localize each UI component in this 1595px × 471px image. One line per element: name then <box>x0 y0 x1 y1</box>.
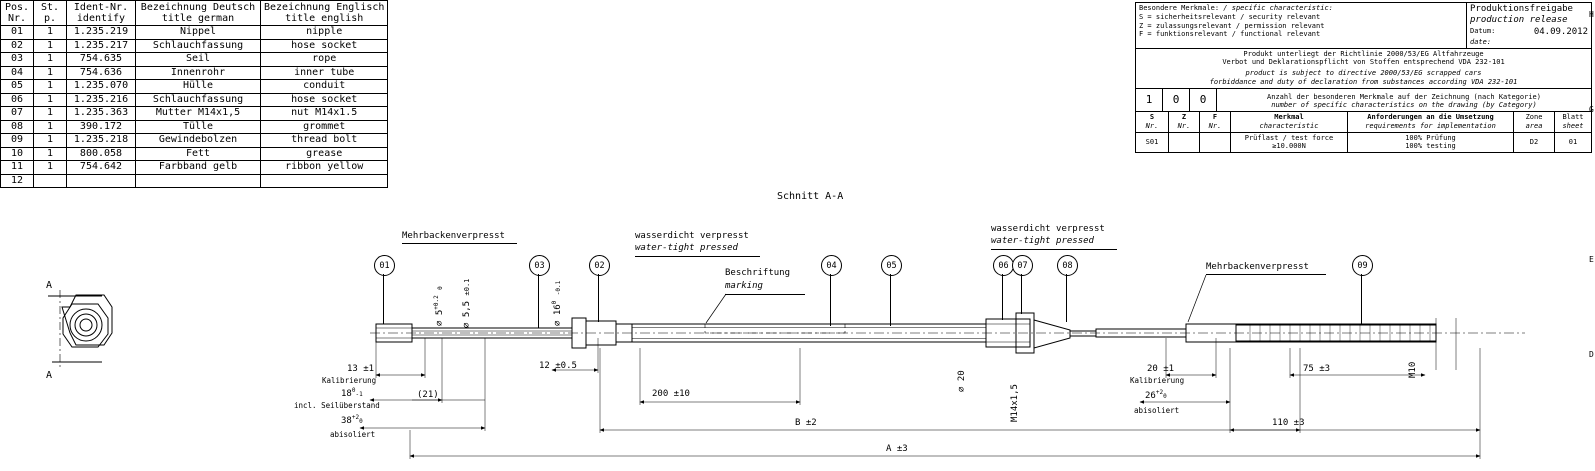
row-ident: 1.235.218 <box>67 134 136 148</box>
dim-200: 200 ±10 <box>652 389 690 399</box>
row-pos: 11 <box>1 161 34 175</box>
leader-01 <box>383 274 384 324</box>
spec-count-row <box>1136 89 1591 113</box>
leader-02 <box>598 274 599 322</box>
row-title-de: Farbband gelb <box>136 161 261 175</box>
row-title-en: grease <box>261 147 388 161</box>
char-row-sheet: 01 <box>1554 133 1591 153</box>
callout-watertight-left-en: water-tight pressed <box>635 243 738 253</box>
row-pos: 05 <box>1 80 34 94</box>
header-ident: Ident-Nr. identify <box>67 1 136 26</box>
row-pos: 08 <box>1 120 34 134</box>
callout-underline-3 <box>725 294 805 295</box>
spec-legend-z: Z = zulassungsrelevant / permission relevant <box>1139 21 1325 30</box>
callout-mehrbackenverpresst-left: Mehrbackenverpresst <box>402 231 505 241</box>
dim-d20: ⌀ 20 <box>957 370 967 392</box>
row-qty: 1 <box>34 107 67 121</box>
assembly-section-graphic <box>370 300 1530 370</box>
row-pos: 06 <box>1 93 34 107</box>
row-title-de: Seil <box>136 53 261 67</box>
row-title-de: Tülle <box>136 120 261 134</box>
border-tick-b: G <box>1589 105 1594 114</box>
dim-75: 75 ±3 <box>1303 364 1331 374</box>
table-row <box>1 161 388 175</box>
spec-char-header-row <box>1136 112 1591 133</box>
char-head-s: S Nr. <box>1145 113 1159 130</box>
char-row-z <box>1168 133 1199 153</box>
row-pos: 01 <box>1 26 34 40</box>
char-row-zone: D2 <box>1513 133 1554 153</box>
leader-09 <box>1361 274 1362 324</box>
dim-B: B ±2 <box>795 418 817 428</box>
table-row <box>1 93 388 107</box>
directive-en-line2: forbiddance and duty of declaration from substances according VDA 232-101 <box>1209 77 1518 86</box>
row-qty: 1 <box>34 93 67 107</box>
row-title-en: thread bolt <box>261 134 388 148</box>
row-ident: 1.235.217 <box>67 39 136 53</box>
dim-d55: ⌀ 5,5 ±0.1 <box>462 278 472 328</box>
row-ident: 754.642 <box>67 161 136 175</box>
row-title-de: Hülle <box>136 80 261 94</box>
row-ident: 1.235.216 <box>67 93 136 107</box>
row-ident: 1.235.070 <box>67 80 136 94</box>
row-pos: 04 <box>1 66 34 80</box>
dim-20: 20 ±1 <box>1147 364 1175 374</box>
row-ident: 800.058 <box>67 147 136 161</box>
border-tick-c: E <box>1589 255 1594 264</box>
row-title-en: nut M14x1.5 <box>261 107 388 121</box>
callout-right-leader <box>1186 274 1210 324</box>
char-head-requirements: Anforderungen an die Umsetzung requirements for implementation <box>1347 112 1513 132</box>
callout-underline-5 <box>1206 274 1326 275</box>
row-title-en: hose socket <box>261 93 388 107</box>
balloon-08: 08 <box>1057 255 1078 276</box>
table-row <box>1 80 388 94</box>
row-title-en: ribbon yellow <box>261 161 388 175</box>
release-title-de: Produktionsfreigabe <box>1470 4 1573 14</box>
dim-110: 110 ±3 <box>1272 418 1305 428</box>
border-tick-a: H <box>1589 10 1594 19</box>
row-pos: 09 <box>1 134 34 148</box>
callout-watertight-left-de: wasserdicht verpresst <box>635 231 749 241</box>
production-release <box>1466 3 1591 48</box>
table-row <box>1 39 388 53</box>
row-title-en: inner tube <box>261 66 388 80</box>
leader-05 <box>890 274 891 326</box>
dim-12: 12 ±0.5 <box>539 361 577 371</box>
row-qty: 1 <box>34 120 67 134</box>
char-head-f: F Nr. <box>1199 112 1230 132</box>
row-title-de: Schlauchfassung <box>136 93 261 107</box>
callout-marking-leader <box>704 293 728 325</box>
balloon-02: 02 <box>589 255 610 276</box>
row-title-en: grommet <box>261 120 388 134</box>
dim-26: 26+20 <box>1145 389 1167 401</box>
table-row <box>1 107 388 121</box>
char-head-z: Z Nr. <box>1168 112 1199 132</box>
header-title-german: Bezeichnung Deutsch title german <box>136 1 261 26</box>
char-head-merkmal: Merkmal characteristic <box>1230 112 1347 132</box>
balloon-07: 07 <box>1012 255 1033 276</box>
callout-watertight-right-de: wasserdicht verpresst <box>991 224 1105 234</box>
char-row-f <box>1199 133 1230 153</box>
row-title-de: Mutter M14x1,5 <box>136 107 261 121</box>
dim-38-note: abisoliert <box>330 430 376 439</box>
callout-marking-de: Beschriftung <box>725 268 791 278</box>
leader-07 <box>1021 274 1022 314</box>
section-marker-top: A <box>46 280 53 291</box>
spec-title-de: Besondere Merkmale: <box>1139 4 1220 12</box>
balloon-03: 03 <box>529 255 550 276</box>
balloon-05: 05 <box>881 255 902 276</box>
row-title-en: hose socket <box>261 39 388 53</box>
header-pos: Pos. Nr. <box>1 1 34 26</box>
dim-13: 13 ±1 <box>347 364 375 374</box>
row-qty: 1 <box>34 26 67 40</box>
row-pos: 10 <box>1 147 34 161</box>
callout-mehrbackenverpresst-right: Mehrbackenverpresst <box>1206 262 1309 272</box>
spec-count-numbers <box>1136 89 1217 112</box>
row-ident: 390.172 <box>67 120 136 134</box>
row-qty: 1 <box>34 147 67 161</box>
table-row <box>1 147 388 161</box>
callout-watertight-right-en: water-tight pressed <box>991 236 1094 246</box>
dim-18-note: incl. Seilüberstand <box>294 401 380 410</box>
row-ident: 754.635 <box>67 53 136 67</box>
spec-legend-row <box>1136 3 1591 49</box>
row-qty: 1 <box>34 53 67 67</box>
row-qty: 1 <box>34 161 67 175</box>
row-qty <box>34 174 67 188</box>
row-title-de: Gewindebolzen <box>136 134 261 148</box>
count-f: 0 <box>1190 89 1217 112</box>
dim-d5: ⌀ 5+0.2 0 <box>433 286 445 326</box>
row-title-de: Schlauchfassung <box>136 39 261 53</box>
callout-marking-en: marking <box>725 281 763 291</box>
border-tick-d: D <box>1589 350 1594 359</box>
char-row-merkmal: Prüflast / test force ≥10.000N <box>1230 133 1347 153</box>
row-title-en: rope <box>261 53 388 67</box>
header-title-english: Bezeichnung Englisch title english <box>261 1 388 26</box>
balloon-01: 01 <box>374 255 395 276</box>
dim-18: 180-1 <box>341 387 363 399</box>
row-ident: 754.636 <box>67 66 136 80</box>
row-qty: 1 <box>34 39 67 53</box>
header-qty: St. p. <box>34 1 67 26</box>
callout-underline-2 <box>635 256 760 257</box>
spec-directive <box>1136 49 1591 88</box>
table-row <box>1 53 388 67</box>
table-row <box>1 66 388 80</box>
section-marker-bottom: A <box>46 370 53 381</box>
callout-underline-4 <box>991 249 1117 250</box>
balloon-09: 09 <box>1352 255 1373 276</box>
table-row <box>1 120 388 134</box>
callout-underline-1 <box>402 243 517 244</box>
leader-08 <box>1066 274 1067 322</box>
char-row-requirements: 100% Prüfung 100% testing <box>1347 133 1513 153</box>
row-title-en: conduit <box>261 80 388 94</box>
parts-table <box>0 0 388 188</box>
row-title-de: Fett <box>136 147 261 161</box>
count-caption-en: number of specific characteristics on the drawing (by Category) <box>1271 101 1537 110</box>
balloon-04: 04 <box>821 255 842 276</box>
row-ident <box>67 174 136 188</box>
hex-end-view-graphic <box>42 290 162 380</box>
row-qty: 1 <box>34 134 67 148</box>
row-pos: 02 <box>1 39 34 53</box>
directive-en-line1: product is subject to directive 2000/53/EG scrapped cars <box>1245 69 1482 77</box>
char-head-sheet: Blatt sheet <box>1554 112 1591 132</box>
row-qty: 1 <box>34 80 67 94</box>
spec-legend-s: S = sicherheitsrelevant / security relevant <box>1139 12 1321 21</box>
row-ident: 1.235.219 <box>67 26 136 40</box>
row-ident: 1.235.363 <box>67 107 136 121</box>
dim-13-note: Kalibrierung <box>322 376 377 385</box>
char-head-zone: Zone area <box>1513 112 1554 132</box>
dim-21: (21) <box>417 390 439 400</box>
row-title-en <box>261 174 388 188</box>
leader-06 <box>1002 274 1003 320</box>
row-pos: 07 <box>1 107 34 121</box>
row-title-de: Nippel <box>136 26 261 40</box>
dim-A: A ±3 <box>886 444 908 454</box>
spec-count-caption <box>1217 89 1591 112</box>
table-row <box>1 134 388 148</box>
row-title-en: nipple <box>261 26 388 40</box>
directive-de-line1: Produkt unterliegt der Richtlinie 2000/53/EG Altfahrzeuge <box>1243 49 1484 58</box>
date-value: 04.09.2012 <box>1533 26 1588 37</box>
balloon-06: 06 <box>993 255 1014 276</box>
table-row <box>1 174 388 188</box>
row-title-de <box>136 174 261 188</box>
parts-table-header-row <box>1 1 388 26</box>
count-z: 0 <box>1163 89 1190 112</box>
specific-characteristics-block <box>1135 2 1592 153</box>
leader-03 <box>538 274 539 328</box>
char-row-s: S01 <box>1145 137 1159 146</box>
spec-directive-row <box>1136 49 1591 89</box>
table-row <box>1 26 388 40</box>
section-title: Schnitt A-A <box>777 191 844 202</box>
spec-legend-f: F = funktionsrelevant / functional relevant <box>1139 30 1321 39</box>
dim-d16: ⌀ 160 -0.1 <box>551 280 563 326</box>
dim-m14: M14x1,5 <box>1010 384 1020 422</box>
row-qty: 1 <box>34 66 67 80</box>
spec-title-en: / specific characteristic: <box>1223 4 1333 12</box>
dim-20-note: Kalibrierung <box>1130 376 1185 385</box>
dim-26-note: abisoliert <box>1134 406 1180 415</box>
count-caption-de: Anzahl der besonderen Merkmale auf der Zeichnung (nach Kategorie) <box>1267 92 1541 101</box>
leader-04 <box>830 274 831 326</box>
row-pos: 03 <box>1 53 34 67</box>
date-label-en: date: <box>1470 37 1492 46</box>
dimension-lines <box>300 330 1550 470</box>
date-label-de: Datum: <box>1470 26 1496 35</box>
row-title-de: Innenrohr <box>136 66 261 80</box>
char-row <box>1136 133 1591 153</box>
directive-de-line2: Verbot und Deklarationspflicht von Stoffen entsprechend VDA 232-101 <box>1222 58 1505 67</box>
dim-m10: M10 <box>1408 361 1418 378</box>
dim-38: 38+20 <box>341 414 363 426</box>
release-title-en: production release <box>1470 15 1568 26</box>
row-pos: 12 <box>1 174 34 188</box>
spec-legend <box>1136 3 1466 48</box>
count-s: 1 <box>1136 89 1163 112</box>
